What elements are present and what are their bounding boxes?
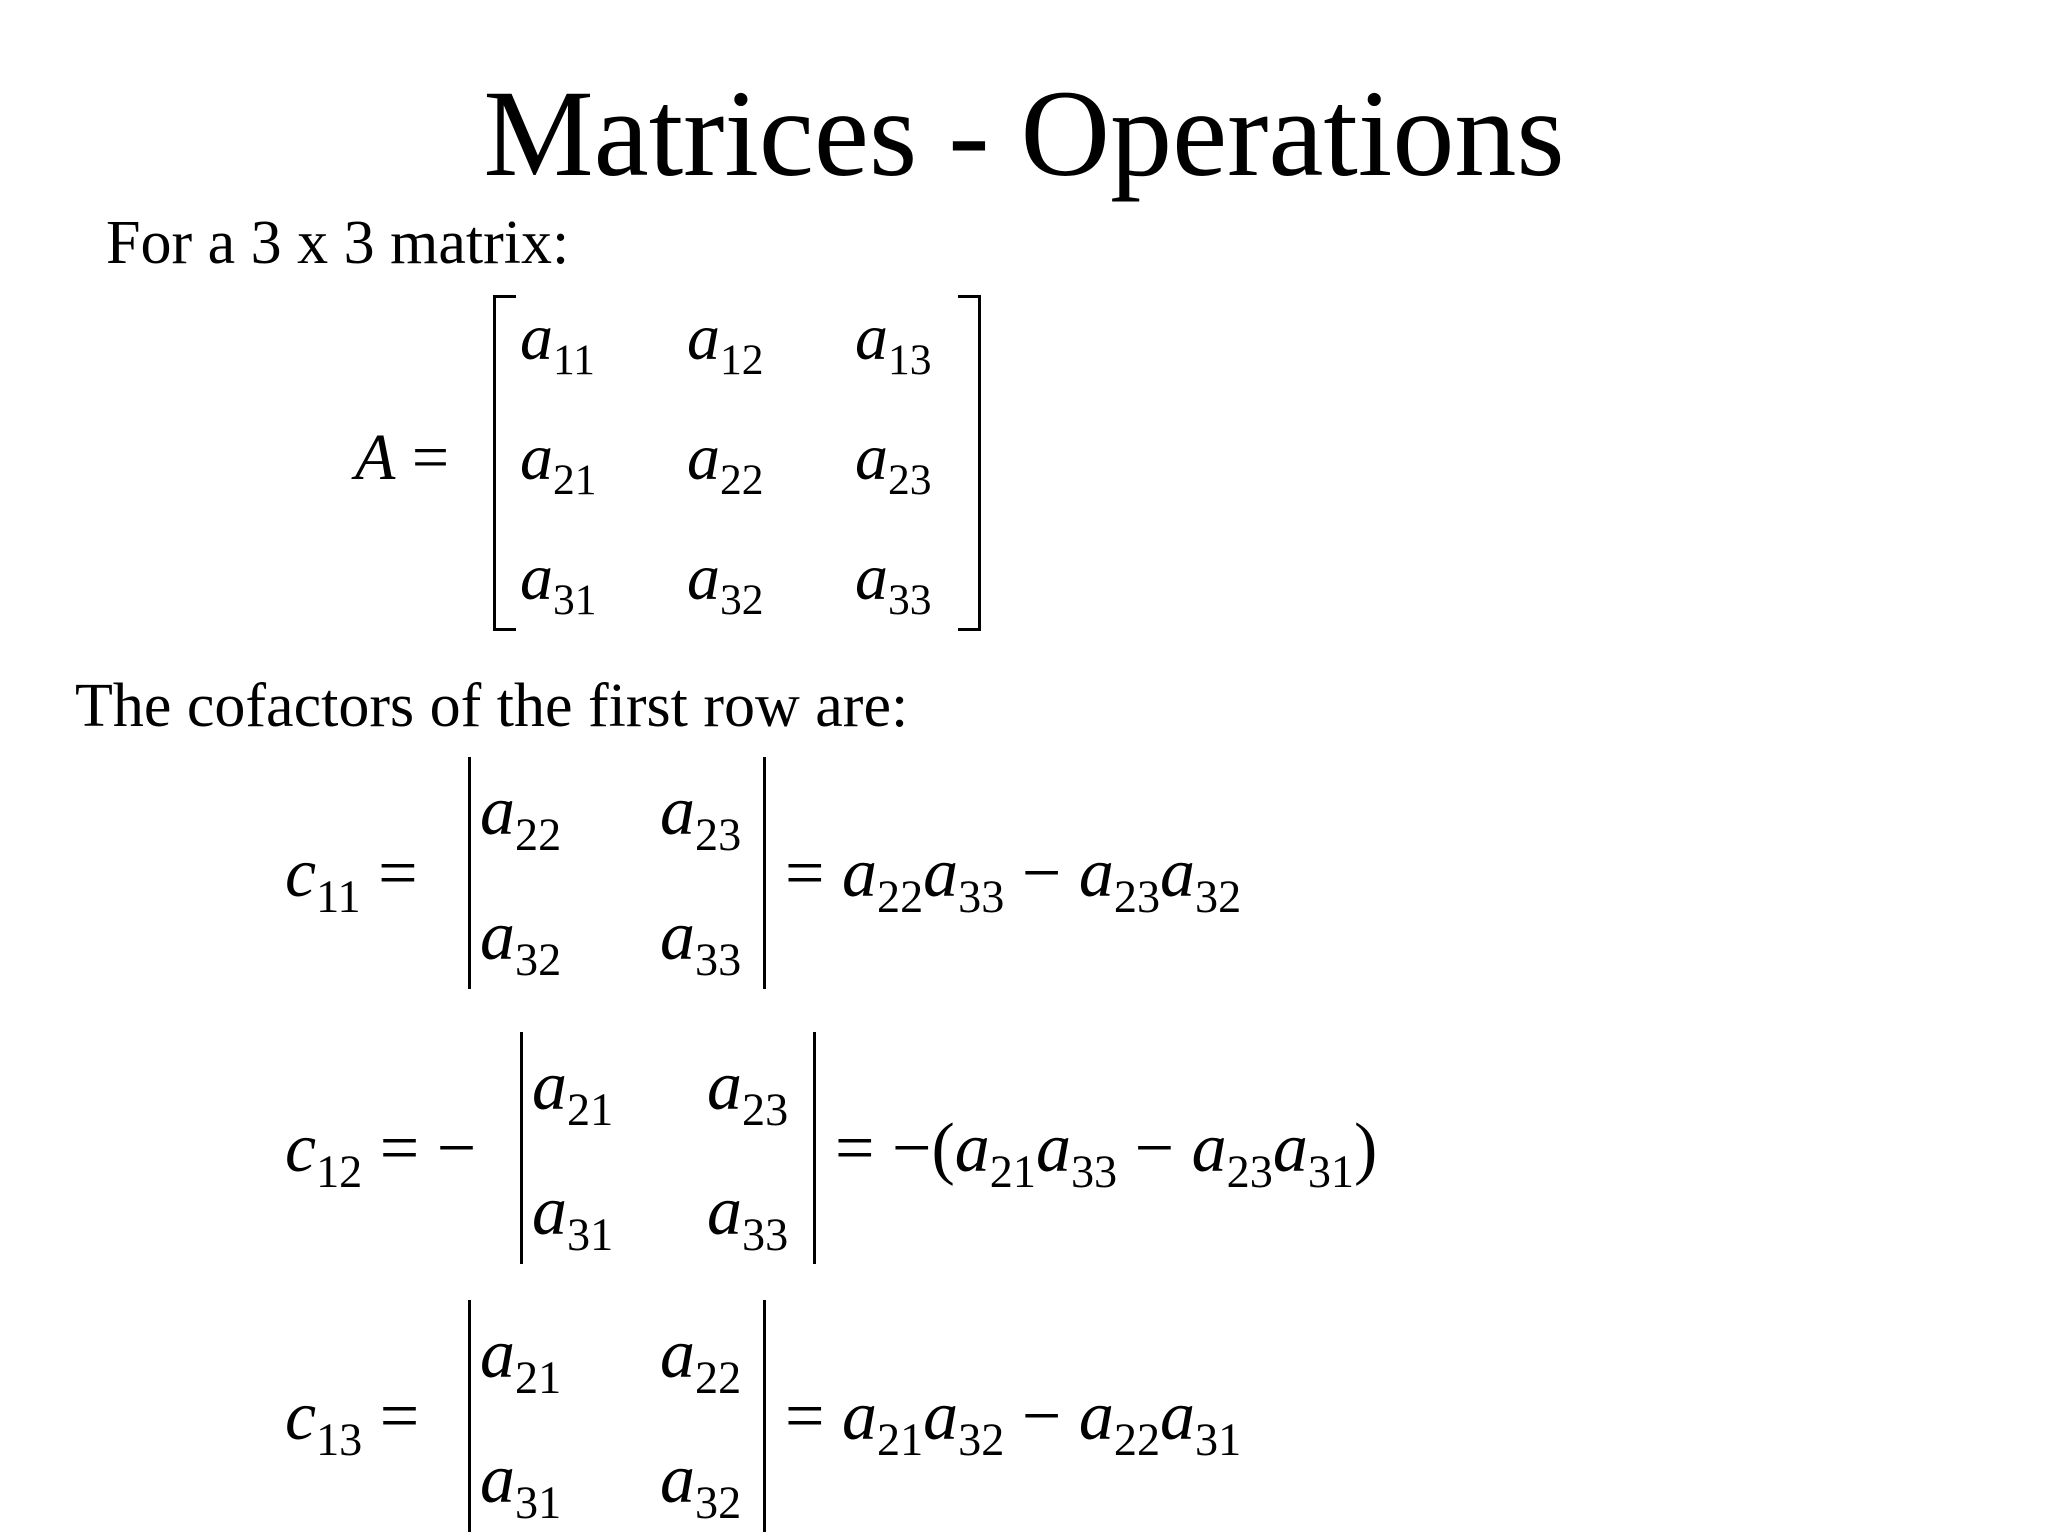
determinant-left-bar xyxy=(468,757,471,989)
determinant-right-bar xyxy=(763,1300,766,1532)
determinant-right-bar xyxy=(763,757,766,989)
determinant-cell: $a_{33}$ xyxy=(660,898,742,986)
cofactor-expansion: = $-(a_{21}a_{33} - a_{23}a_{31})$ xyxy=(835,1110,1378,1198)
cofactor-c11 xyxy=(285,757,1745,997)
matrix-cell: $a_{13}$ xyxy=(855,301,932,385)
determinant-cell: $a_{22}$ xyxy=(660,1316,742,1404)
determinant-cell: $a_{31}$ xyxy=(532,1173,614,1261)
cofactor-expansion: = $a_{21}a_{32} - a_{22}a_{31}$ xyxy=(785,1378,1242,1466)
determinant-cell: $a_{22}$ xyxy=(480,773,562,861)
matrix-a-lhs xyxy=(355,421,450,494)
determinant-cell: $a_{23}$ xyxy=(707,1048,789,1136)
matrix-a-name: A xyxy=(355,421,396,494)
determinant-left-bar xyxy=(520,1032,523,1264)
matrix-a xyxy=(355,290,995,630)
matrix-cell: $a_{31}$ xyxy=(520,541,597,625)
matrix-cell: $a_{12}$ xyxy=(687,301,764,385)
cofactor-lhs: $c_{11}$ = xyxy=(285,835,418,923)
intro-text: For a 3 x 3 matrix: xyxy=(106,209,570,277)
cofactor-lhs: $c_{13}$ = xyxy=(285,1378,420,1466)
matrix-a-equals: = xyxy=(411,421,450,494)
cofactor-c13 xyxy=(285,1300,1745,1540)
determinant-cell: $a_{31}$ xyxy=(480,1441,562,1529)
cofactor-lhs: $c_{12}$ = − xyxy=(285,1110,477,1198)
matrix-cell: $a_{21}$ xyxy=(520,421,597,505)
determinant-cell: $a_{32}$ xyxy=(480,898,562,986)
matrix-left-bracket xyxy=(493,295,516,631)
matrix-cell: $a_{22}$ xyxy=(687,421,764,505)
determinant-cell: $a_{23}$ xyxy=(660,773,742,861)
cofactor-c12 xyxy=(285,1032,1745,1272)
slide-title: Matrices - Operations xyxy=(483,65,1565,202)
matrix-right-bracket xyxy=(958,295,981,631)
determinant-cell: $a_{33}$ xyxy=(707,1173,789,1261)
cofactor-expansion: = $a_{22}a_{33} - a_{23}a_{32}$ xyxy=(785,835,1242,923)
matrix-cell: $a_{11}$ xyxy=(520,301,595,385)
cofactor-intro-text: The cofactors of the first row are: xyxy=(75,672,909,740)
determinant-right-bar xyxy=(813,1032,816,1264)
matrix-cell: $a_{33}$ xyxy=(855,541,932,625)
matrix-cell: $a_{23}$ xyxy=(855,421,932,505)
determinant-cell: $a_{21}$ xyxy=(532,1048,614,1136)
determinant-left-bar xyxy=(468,1300,471,1532)
matrix-cell: $a_{32}$ xyxy=(687,541,764,625)
determinant-cell: $a_{21}$ xyxy=(480,1316,562,1404)
determinant-cell: $a_{32}$ xyxy=(660,1441,742,1529)
